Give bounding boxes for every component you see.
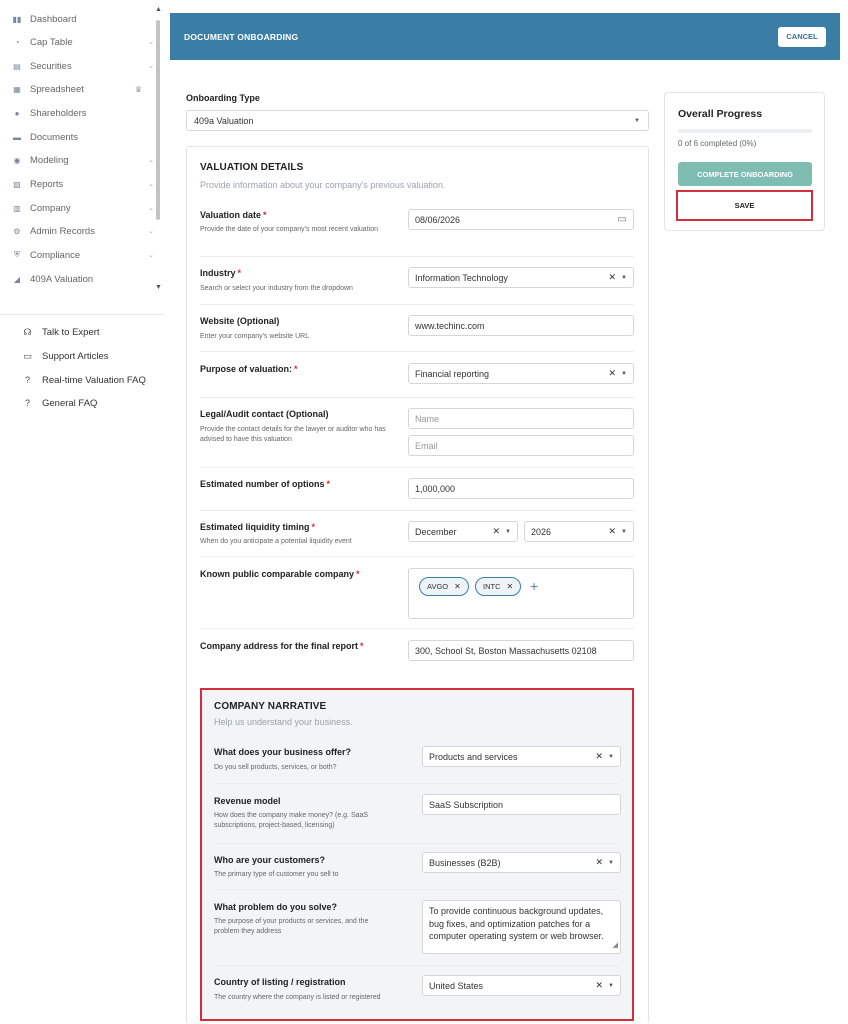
sidebar-item-modeling[interactable] [12, 151, 154, 169]
country-value: United States [429, 980, 484, 991]
row-divider [214, 783, 620, 784]
valuation-date-help: Provide the date of your company's most recent valuation [200, 226, 378, 233]
offer-help: Do you sell products, services, or both? [214, 764, 337, 771]
row-divider [200, 556, 634, 557]
chevron-down-icon[interactable]: ▼ [608, 982, 614, 989]
chevron-down-icon[interactable]: ⌄ [148, 63, 154, 70]
scroll-up-arrow-icon[interactable]: ▲ [155, 6, 162, 13]
chevron-down-icon[interactable]: ▼ [621, 370, 627, 377]
onboarding-type-label: Onboarding Type [186, 93, 260, 103]
folder-icon: ▬ [13, 132, 21, 142]
calendar-icon[interactable]: ▭ [617, 214, 627, 225]
problem-help: The purpose of your products or services, and the problem they address [214, 918, 369, 935]
tag-label: INTC [483, 582, 501, 591]
industry-help: Search or select your industry from the dropdown [200, 285, 353, 292]
chevron-down-icon[interactable]: ▼ [608, 753, 614, 760]
required-asterisk: * [360, 641, 364, 651]
purpose-select[interactable] [408, 363, 634, 384]
help-link-label: Support Articles [42, 350, 109, 362]
progress-status: 0 of 6 completed (0%) [678, 139, 757, 148]
website-input[interactable]: www.techinc.com [408, 315, 634, 336]
sidebar-item-label: Cap Table [30, 36, 73, 48]
sidebar-item-reports[interactable] [12, 175, 154, 193]
options-label: Estimated number of options * [200, 479, 331, 489]
industry-label: Industry * [200, 268, 242, 278]
liquidity-help: When do you anticipate a potential liquidity event [200, 538, 352, 545]
complete-onboarding-button[interactable]: COMPLETE ONBOARDING [678, 162, 812, 186]
clear-icon[interactable]: ✕ [595, 857, 603, 867]
sidebar-item-label: Admin Records [30, 225, 95, 237]
liquidity-year-value: 2026 [531, 526, 552, 537]
industry-value: Information Technology [415, 272, 508, 283]
liquidity-year-select[interactable] [524, 521, 634, 542]
sidebar-item-label: Modeling [30, 154, 69, 166]
website-label: Website (Optional) [200, 316, 280, 326]
tag-label: AVGO [427, 582, 449, 591]
onboarding-type-value: 409a Valuation [194, 115, 254, 126]
sidebar-item-shareholders[interactable] [12, 104, 154, 122]
user-icon: ● [14, 108, 20, 118]
legal-name-input[interactable]: Name [408, 408, 634, 429]
required-asterisk: * [311, 522, 316, 532]
sidebar-divider [0, 314, 163, 315]
clear-icon[interactable]: ✕ [595, 980, 603, 990]
options-input[interactable]: 1,000,000 [408, 478, 634, 499]
scroll-down-arrow-icon[interactable]: ▼ [155, 284, 162, 291]
chevron-down-icon[interactable]: ▼ [621, 528, 627, 535]
legal-email-input[interactable]: Email [408, 435, 634, 456]
customers-help: The primary type of customer you sell to [214, 871, 339, 878]
headset-icon: ☊ [23, 326, 32, 337]
valuation-section-title: VALUATION DETAILS [200, 162, 304, 173]
row-divider [200, 628, 634, 629]
chevron-down-icon[interactable]: ⌄ [148, 157, 154, 164]
sidebar-item-label: Spreadsheet [30, 83, 84, 95]
book-icon: ▭ [23, 350, 32, 361]
required-asterisk: * [356, 569, 360, 579]
help-link-label: Real-time Valuation FAQ [42, 374, 146, 386]
building-icon: ▥ [13, 203, 21, 213]
clear-icon[interactable]: ✕ [608, 368, 616, 378]
required-asterisk: * [326, 479, 331, 489]
row-divider [200, 304, 634, 305]
row-divider [214, 889, 620, 890]
chevron-down-icon[interactable]: ▼ [621, 274, 627, 281]
sidebar-scrollbar[interactable] [155, 6, 161, 296]
clipboard-icon: ▤ [13, 61, 21, 71]
chevron-down-icon[interactable]: ⌄ [148, 228, 154, 235]
sidebar-item-securities[interactable] [12, 57, 154, 75]
progress-title: Overall Progress [678, 108, 763, 120]
gear-icon: ⚙ [13, 226, 21, 236]
sidebar-item-label: Compliance [30, 249, 81, 261]
narrative-section-subtitle: Help us understand your business. [214, 717, 353, 727]
purpose-label: Purpose of valuation: * [200, 364, 298, 374]
sidebar-item-company[interactable] [12, 199, 154, 217]
clear-icon[interactable]: ✕ [595, 751, 603, 761]
required-asterisk: * [263, 210, 267, 220]
offer-value: Products and services [429, 751, 518, 762]
add-tag-icon[interactable]: + [530, 578, 539, 594]
problem-value: To provide continuous background updates, bug fixes, and optimization patches for a computer operating system or web browser. [429, 906, 604, 941]
shield-icon: ⛨ [14, 250, 20, 259]
table-icon: ▦ [13, 84, 21, 94]
help-link-talk-to-expert[interactable] [22, 323, 100, 341]
chevron-down-icon[interactable]: ▼ [505, 528, 511, 535]
clear-icon[interactable]: ✕ [608, 526, 616, 536]
valuation-section-subtitle: Provide information about your company's previous valuation. [200, 180, 446, 190]
remove-tag-icon[interactable]: ✕ [506, 582, 514, 591]
row-divider [214, 965, 620, 966]
sidebar-item-cap-table[interactable] [12, 33, 154, 51]
row-divider [200, 510, 634, 511]
help-link-label: General FAQ [42, 397, 98, 409]
offer-select[interactable] [422, 746, 621, 767]
country-label: Country of listing / registration [214, 977, 346, 987]
cancel-button[interactable]: CANCEL [778, 27, 826, 47]
revenue-label: Revenue model [214, 796, 281, 806]
problem-textarea[interactable] [422, 900, 621, 954]
lightbulb-icon: ◉ [13, 155, 21, 165]
customers-label: Who are your customers? [214, 855, 326, 865]
valuation-date-label: Valuation date * [200, 210, 267, 220]
required-asterisk: * [294, 364, 298, 374]
chevron-down-icon[interactable]: ⌄ [148, 39, 154, 46]
legal-contact-help: Provide the contact details for the lawyer or auditor who has advised to have this valuation [200, 426, 386, 443]
chevron-down-icon: ▼ [634, 117, 640, 124]
crown-icon: ♛ [134, 84, 142, 94]
customers-select[interactable] [422, 852, 621, 873]
row-divider [200, 256, 634, 257]
sidebar-item-label: Documents [30, 131, 79, 143]
question-icon: ? [24, 398, 30, 408]
remove-tag-icon[interactable]: ✕ [454, 582, 461, 591]
row-divider [200, 467, 634, 468]
chart-icon: ◢ [13, 274, 21, 284]
report-icon: ▧ [13, 179, 21, 189]
address-input[interactable]: 300, School St, Boston Massachusetts 02108 [408, 640, 634, 661]
page-title: DOCUMENT ONBOARDING [184, 31, 299, 42]
comparable-tag[interactable] [419, 577, 469, 596]
comparable-label: Known public comparable company * [200, 569, 360, 579]
narrative-section-title: COMPANY NARRATIVE [214, 701, 327, 712]
sidebar-item-label: 409A Valuation [30, 273, 94, 285]
liquidity-month-select[interactable] [408, 521, 518, 542]
legal-contact-label: Legal/Audit contact (Optional) [200, 409, 329, 419]
dashboard-icon: ▮▮ [12, 14, 22, 24]
sidebar-item-label: Company [30, 202, 71, 214]
sidebar-item-documents[interactable] [12, 128, 154, 146]
address-label: Company address for the final report * [200, 641, 364, 651]
page-header [170, 13, 840, 60]
row-divider [200, 351, 634, 352]
sidebar-item-spreadsheet[interactable] [12, 80, 154, 98]
onboarding-type-select[interactable] [186, 110, 649, 131]
progress-card [664, 92, 825, 231]
chevron-down-icon[interactable]: ▼ [608, 859, 614, 866]
clear-icon[interactable]: ✕ [492, 526, 500, 536]
help-link-general-faq[interactable] [22, 394, 97, 412]
sidebar-item-label: Securities [30, 60, 72, 72]
valuation-date-input[interactable] [408, 209, 634, 230]
sidebar [0, 0, 165, 1024]
liquidity-label: Estimated liquidity timing * [200, 522, 316, 532]
revenue-input[interactable]: SaaS Subscription [422, 794, 621, 815]
purpose-value: Financial reporting [415, 368, 490, 379]
liquidity-month-value: December [415, 526, 457, 537]
chevron-down-icon[interactable]: ⌄ [148, 205, 154, 212]
help-link-real-time-valuation-faq[interactable] [22, 371, 146, 389]
help-link-support-articles[interactable] [22, 347, 109, 365]
chevron-down-icon[interactable]: ⌄ [148, 181, 154, 188]
chevron-down-icon[interactable]: ⌄ [148, 252, 154, 259]
row-divider [200, 397, 634, 398]
resize-handle-icon[interactable]: ◢ [612, 941, 618, 949]
pie-chart-icon: ◔ [14, 37, 20, 47]
sidebar-item-compliance[interactable] [12, 246, 154, 264]
sidebar-item-label: Shareholders [30, 107, 87, 119]
required-asterisk: * [237, 268, 242, 278]
website-help: Enter your company's website URL [200, 333, 310, 340]
country-help: The country where the company is listed or registered [214, 994, 381, 1001]
comparable-tag[interactable] [475, 577, 521, 596]
revenue-help: How does the company make money? (e.g. SaaS subscriptions, project-based, licensing) [214, 812, 369, 829]
help-link-label: Talk to Expert [42, 326, 100, 338]
sidebar-item-label: Dashboard [30, 13, 77, 25]
country-select[interactable] [422, 975, 621, 996]
customers-value: Businesses (B2B) [429, 857, 501, 868]
clear-icon[interactable]: ✕ [608, 272, 616, 282]
sidebar-item-409a-valuation[interactable] [12, 270, 154, 288]
sidebar-item-label: Reports [30, 178, 64, 190]
progress-bar [678, 129, 812, 133]
scrollbar-thumb[interactable] [156, 20, 160, 220]
offer-label: What does your business offer? [214, 747, 352, 757]
valuation-date-value: 08/06/2026 [415, 214, 461, 225]
row-divider [214, 843, 620, 844]
industry-select[interactable] [408, 267, 634, 288]
sidebar-item-dashboard[interactable] [12, 10, 154, 28]
question-icon: ? [24, 375, 30, 385]
problem-label: What problem do you solve? [214, 902, 338, 912]
save-button[interactable]: SAVE [676, 190, 813, 221]
sidebar-item-admin-records[interactable] [12, 222, 154, 240]
